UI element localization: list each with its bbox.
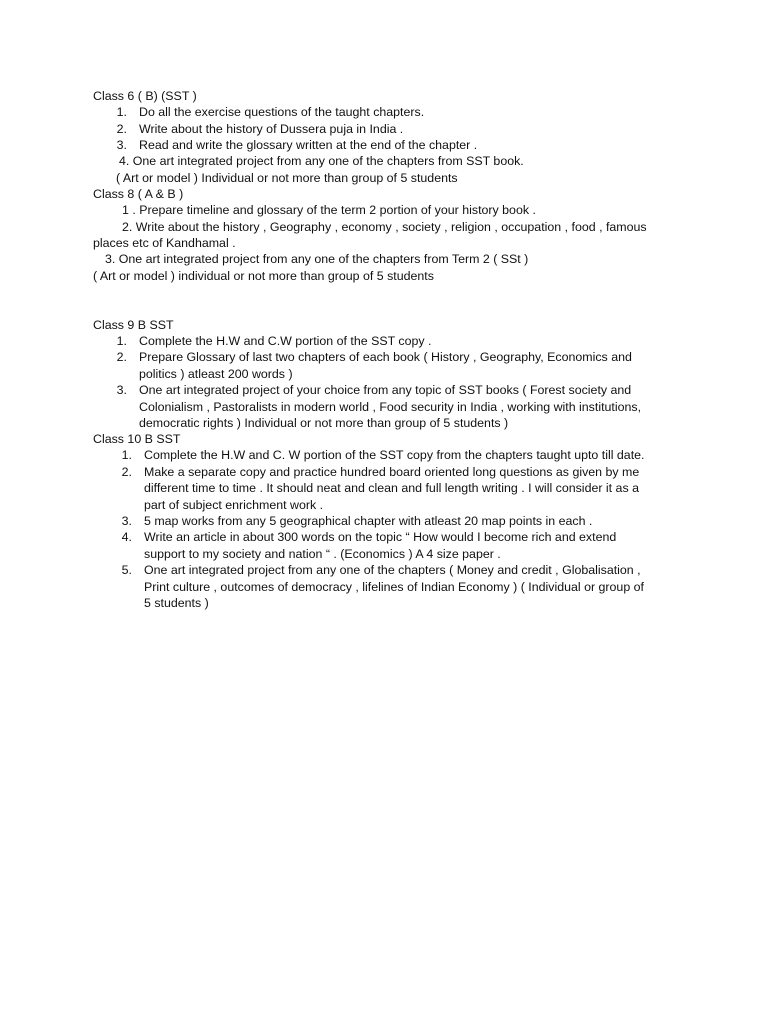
class9-item-3-text-line-2: Colonialism , Pastoralists in modern world , Food security in India , working with institutions,	[139, 400, 642, 414]
class10-item-3-number: 3.	[121, 514, 132, 528]
class8-item-1-text: 1 . Prepare timeline and glossary of the term 2 portion of your history book .	[122, 203, 536, 217]
class9-heading: Class 9 B SST	[93, 318, 174, 332]
class9-item-1-number: 1.	[116, 334, 127, 348]
class10-item-2-text-line-3: part of subject enrichment work .	[144, 498, 324, 512]
class6-item-3-number: 3.	[116, 138, 127, 152]
class10-item-1-number: 1.	[121, 448, 132, 462]
class9-item-1-text: Complete the H.W and C.W portion of the SST copy .	[139, 334, 432, 348]
class10-item-4-text-line-2: support to my society and nation “ . (Economics ) A 4 size paper .	[144, 547, 501, 561]
class10-heading: Class 10 B SST	[93, 432, 181, 446]
class6-heading: Class 6 ( B) (SST )	[93, 89, 197, 103]
class8-heading: Class 8 ( A & B )	[93, 187, 184, 201]
class10-item-5-number: 5.	[121, 563, 132, 577]
class10-item-4-text-line-1: Write an article in about 300 words on the topic “ How would I become rich and extend	[144, 530, 617, 544]
class6-item-3-text: Read and write the glossary written at the end of the chapter .	[139, 138, 478, 152]
class6-item-4-text: 4. One art integrated project from any one of the chapters from SST book.	[119, 154, 524, 168]
class9-item-3-number: 3.	[116, 383, 127, 397]
class10-item-2-text-line-1: Make a separate copy and practice hundred board oriented long questions as given by me	[144, 465, 640, 479]
class10-item-4-number: 4.	[121, 530, 132, 544]
class10-item-3-text: 5 map works from any 5 geographical chapter with atleast 20 map points in each .	[144, 514, 593, 528]
class8-item-2-text: 2. Write about the history , Geography , economy , society , religion , occupation , food , famous	[122, 220, 647, 234]
class9-item-2-text-line-1: Prepare Glossary of last two chapters of each book ( History , Geography, Economics and	[139, 350, 632, 364]
class10-item-5-text-line-1: One art integrated project from any one of the chapters ( Money and credit , Globalisation ,	[144, 563, 641, 577]
class10-item-2-number: 2.	[121, 465, 132, 479]
class8-item-3-detail: ( Art or model ) individual or not more than group of 5 students	[93, 269, 434, 283]
class10-item-5-text-line-3: 5 students )	[144, 596, 209, 610]
class9-item-2-text-line-2: politics ) atleast 200 words )	[139, 367, 293, 381]
class6-item-2-text: Write about the history of Dussera puja in India .	[139, 122, 404, 136]
class8-item-2-continued: places etc of Kandhamal .	[93, 236, 236, 250]
class9-item-2-number: 2.	[116, 350, 127, 364]
class9-item-3-text-line-1: One art integrated project of your choice from any topic of SST books ( Forest society and	[139, 383, 632, 397]
class6-item-4-detail: ( Art or model ) Individual or not more than group of 5 students	[116, 171, 458, 185]
class9-item-3-text-line-3: democratic rights ) Individual or not more than group of 5 students )	[139, 416, 509, 430]
class6-item-2-number: 2.	[116, 122, 127, 136]
class10-item-1-text: Complete the H.W and C. W portion of the SST copy from the chapters taught upto till date.	[144, 448, 645, 462]
class6-item-1-text: Do all the exercise questions of the taught chapters.	[139, 105, 425, 119]
class10-item-5-text-line-2: Print culture , outcomes of democracy , lifelines of Indian Economy ) ( Individual or group of	[144, 580, 644, 594]
class10-item-2-text-line-2: different time to time . It should neat and clean and full length writing . I will consider it as a	[144, 481, 639, 495]
class8-item-3-text: 3. One art integrated project from any one of the chapters from Term 2 ( SSt )	[105, 252, 529, 266]
class6-item-1-number: 1.	[116, 105, 127, 119]
